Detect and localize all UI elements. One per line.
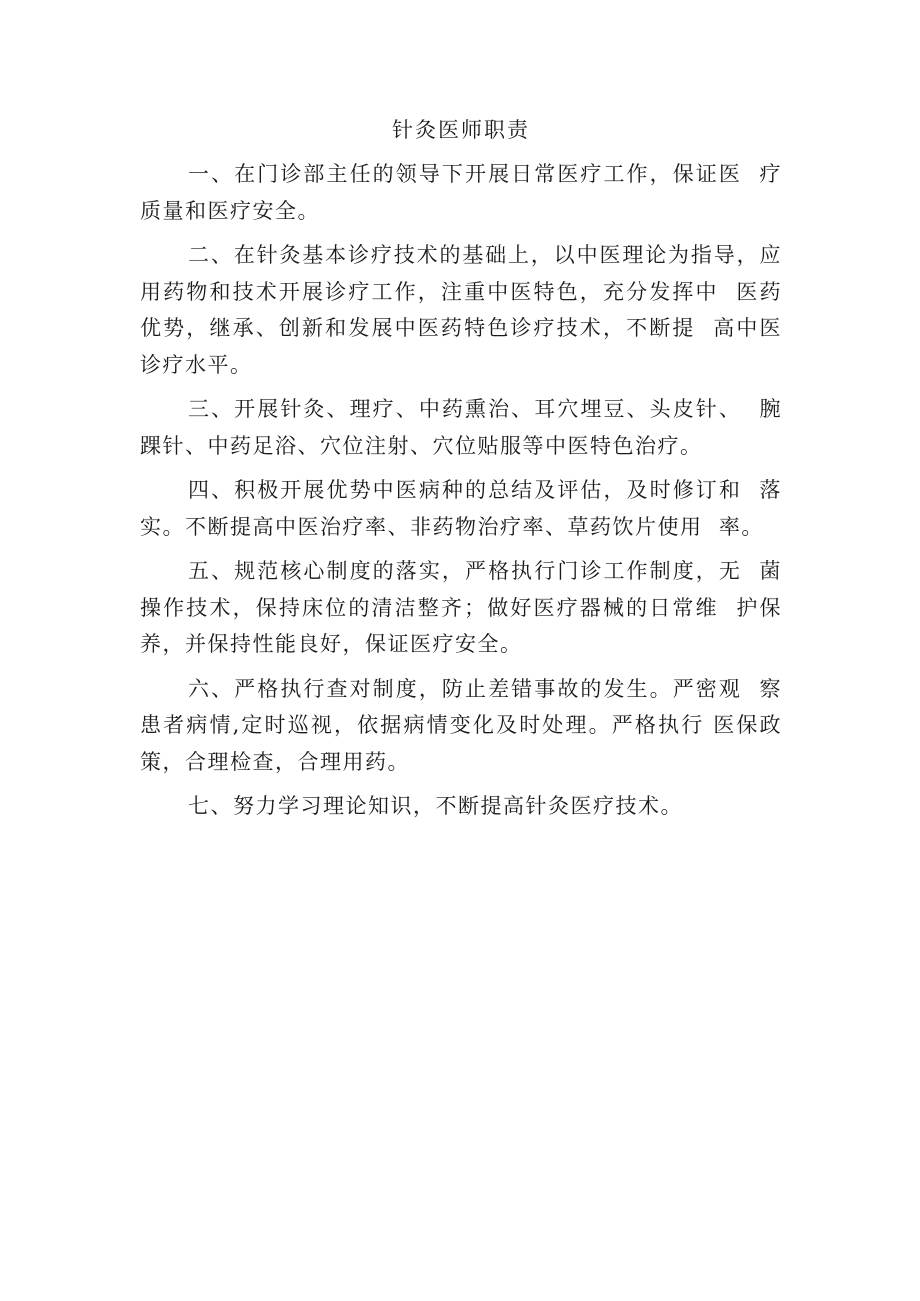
document-title: 针灸医师职责	[392, 118, 530, 142]
paragraph-6: 六、严格执行查对制度，防止差错事故的发生。严密观 察患者病情,定时巡视，依据病情变化及时处理。严格执行 医保政策，合理检查，合理用药。	[140, 676, 782, 774]
paragraph-1: 一、在门诊部主任的领导下开展日常医疗工作，保证医 疗质量和医疗安全。	[140, 162, 782, 223]
paragraph-7: 七、努力学习理论知识，不断提高针灸医疗技术。	[188, 794, 683, 818]
paragraph-2: 二、在针灸基本诊疗技术的基础上，以中医理论为指导，应用药物和技术开展诊疗工作，注重中医特色，充分发挥中 医药优势，继承、创新和发展中医药特色诊疗技术，不断提 高中医诊疗水平。	[140, 243, 782, 377]
document-page	[140, 112, 782, 825]
paragraph-3: 三、开展针灸、理疗、中药熏治、耳穴埋豆、头皮针、 腕踝针、中药足浴、穴位注射、穴位贴服等中医特色治疗。	[140, 397, 782, 458]
paragraph-5: 五、规范核心制度的落实，严格执行门诊工作制度，无 菌操作技术，保持床位的清洁整齐；做好医疗器械的日常维 护保养，并保持性能良好，保证医疗安全。	[140, 559, 782, 656]
paragraph-4: 四、积极开展优势中医病种的总结及评估，及时修订和 落实。不断提高中医治疗率、非药物治疗率、草药饮片使用 率。	[140, 478, 782, 539]
